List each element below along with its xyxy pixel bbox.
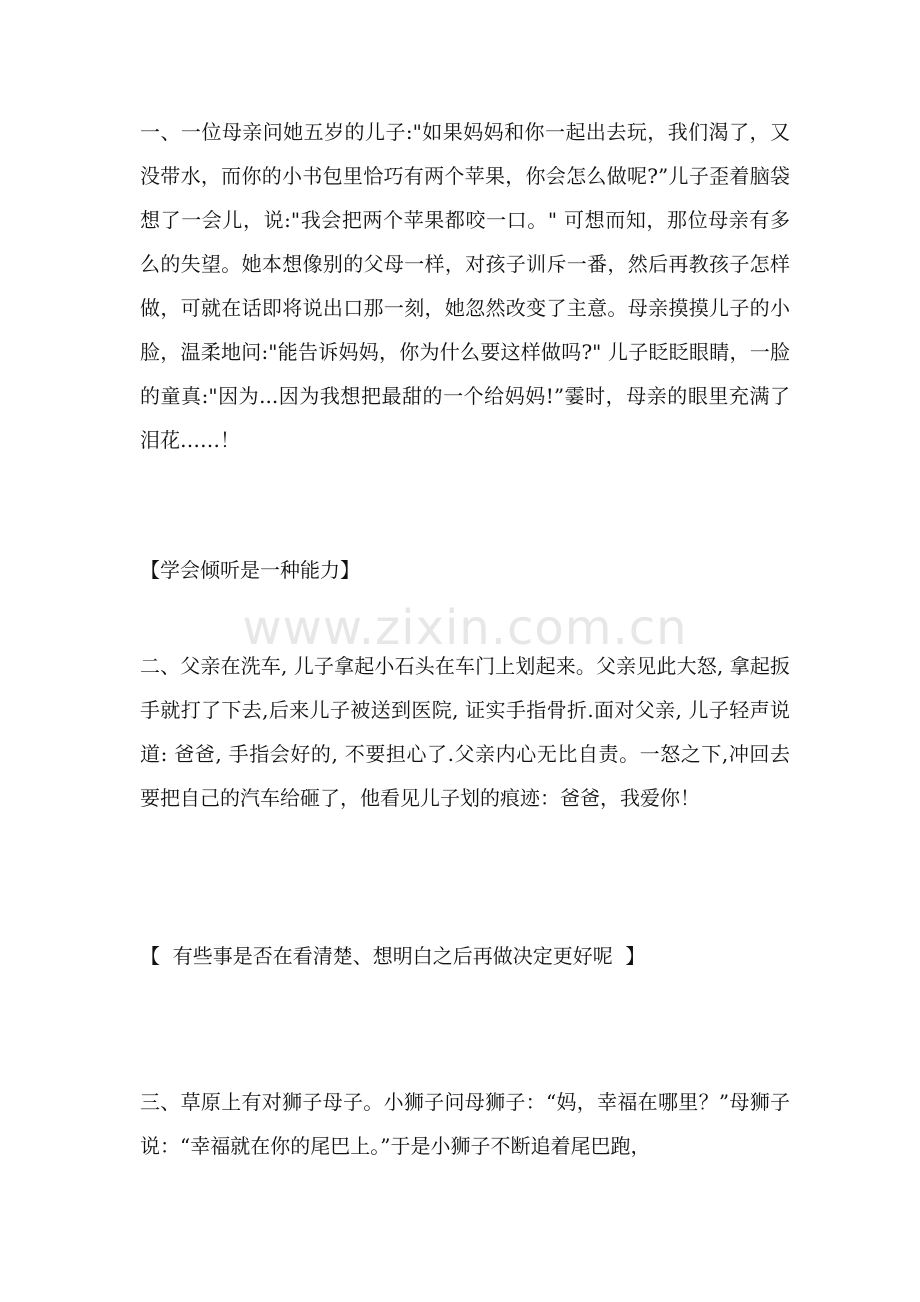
story-heading-1: 【学会倾听是一种能力】 [140,558,360,582]
story-heading-2: 【 有些事是否在看清楚、想明白之后再做决定更好呢 】 [140,944,646,968]
site-watermark: www.zixin.com.cn [242,600,688,656]
story-paragraph-3: 三、草原上有对狮子母子。小狮子问母狮子：“妈，幸福在哪里？”母狮子说：“幸福就在你的尾巴上。”于是小狮子不断追着尾巴跑， [140,1090,790,1158]
story-paragraph-1: 一、一位母亲问她五岁的儿子:"如果妈妈和你一起出去玩，我们渴了，又没带水，而你的小书包里恰巧有两个苹果，你会怎么做呢?”儿子歪着脑袋想了一会儿，说:"我会把两个苹果都咬一口。" 可想而知，那位母亲有多么的失望。她本想像别的父母一样，对孩子训斥一番，然后再教孩子怎样做，可就在话即将说出口那一刻，她忽然改变了主意。母亲摸摸儿子的小脸，温柔地问:"能告诉妈妈，你为什么要这样做吗?" 儿子眨眨眼睛，一脸的童真:"因为...因为我想把最甜的一个给妈妈!”霎时，母亲的眼里充满了泪花……！ [140,120,790,452]
story-paragraph-2: 二、父亲在洗车, 儿子拿起小石头在车门上划起来。父亲见此大怒, 拿起扳手就打了下去,后来儿子被送到医院, 证实手指骨折.面对父亲, 儿子轻声说道: 爸爸, 手指会好的, 不要担心了.父亲内心无比自责。一怒之下,冲回去要把自己的汽车给砸了，他看见儿子划的痕迹：爸爸，我爱你！ [140,654,790,810]
